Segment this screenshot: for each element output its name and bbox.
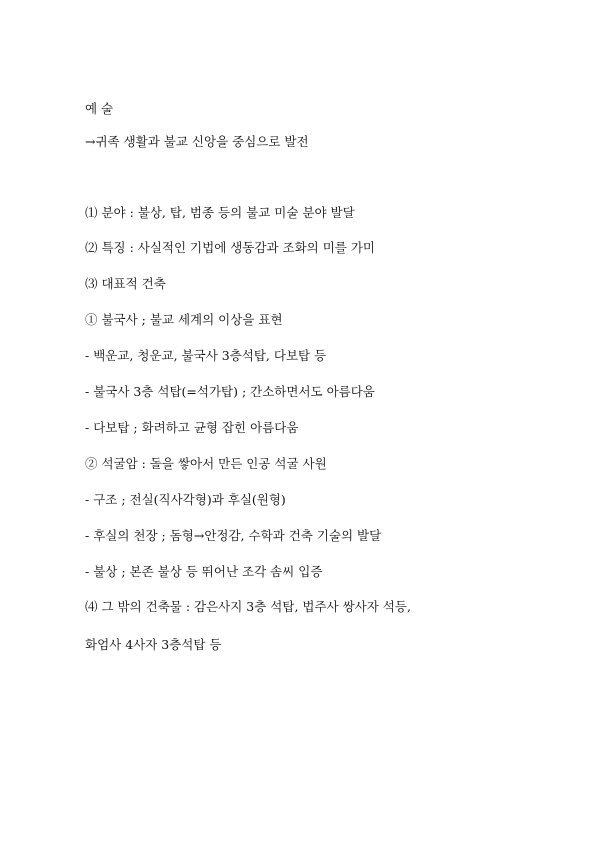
text-line: - 백운교, 청운교, 불국사 3층석탑, 다보탑 등 xyxy=(85,348,327,363)
text-line: ⑵ 특징 : 사실적인 기법에 생동감과 조화의 미를 가미 xyxy=(85,240,375,255)
text-line: - 불상 ; 본존 불상 등 뛰어난 조각 솜씨 입증 xyxy=(85,564,323,579)
text-line: ⑶ 대표적 건축 xyxy=(85,276,166,291)
text-line: ① 불국사 ; 불교 세계의 이상을 표현 xyxy=(85,312,283,327)
text-line: ⑷ 그 밖의 건축물 : 감은사지 3층 석탑, 법주사 쌍사자 석등, xyxy=(85,599,411,614)
section-subheading: →귀족 생활과 불교 신앙을 중심으로 발전 xyxy=(85,134,309,149)
section-heading: 예 술 xyxy=(85,101,114,116)
text-line: 화엄사 4사자 3층석탑 등 xyxy=(85,637,222,652)
text-line: ⑴ 분야 : 불상, 탑, 범종 등의 불교 미술 분야 발달 xyxy=(85,205,355,220)
text-line: - 불국사 3층 석탑(=석가탑) ; 간소하면서도 아름다움 xyxy=(85,384,375,399)
text-line: - 후실의 천장 ; 돔형→안정감, 수학과 건축 기술의 발달 xyxy=(85,528,382,543)
text-line: ② 석굴암 : 돌을 쌓아서 만든 인공 석굴 사원 xyxy=(85,456,327,471)
text-line: - 구조 ; 전실(직사각형)과 후실(원형) xyxy=(85,492,286,507)
text-line: - 다보탑 ; 화려하고 균형 잡힌 아름다움 xyxy=(85,420,299,435)
